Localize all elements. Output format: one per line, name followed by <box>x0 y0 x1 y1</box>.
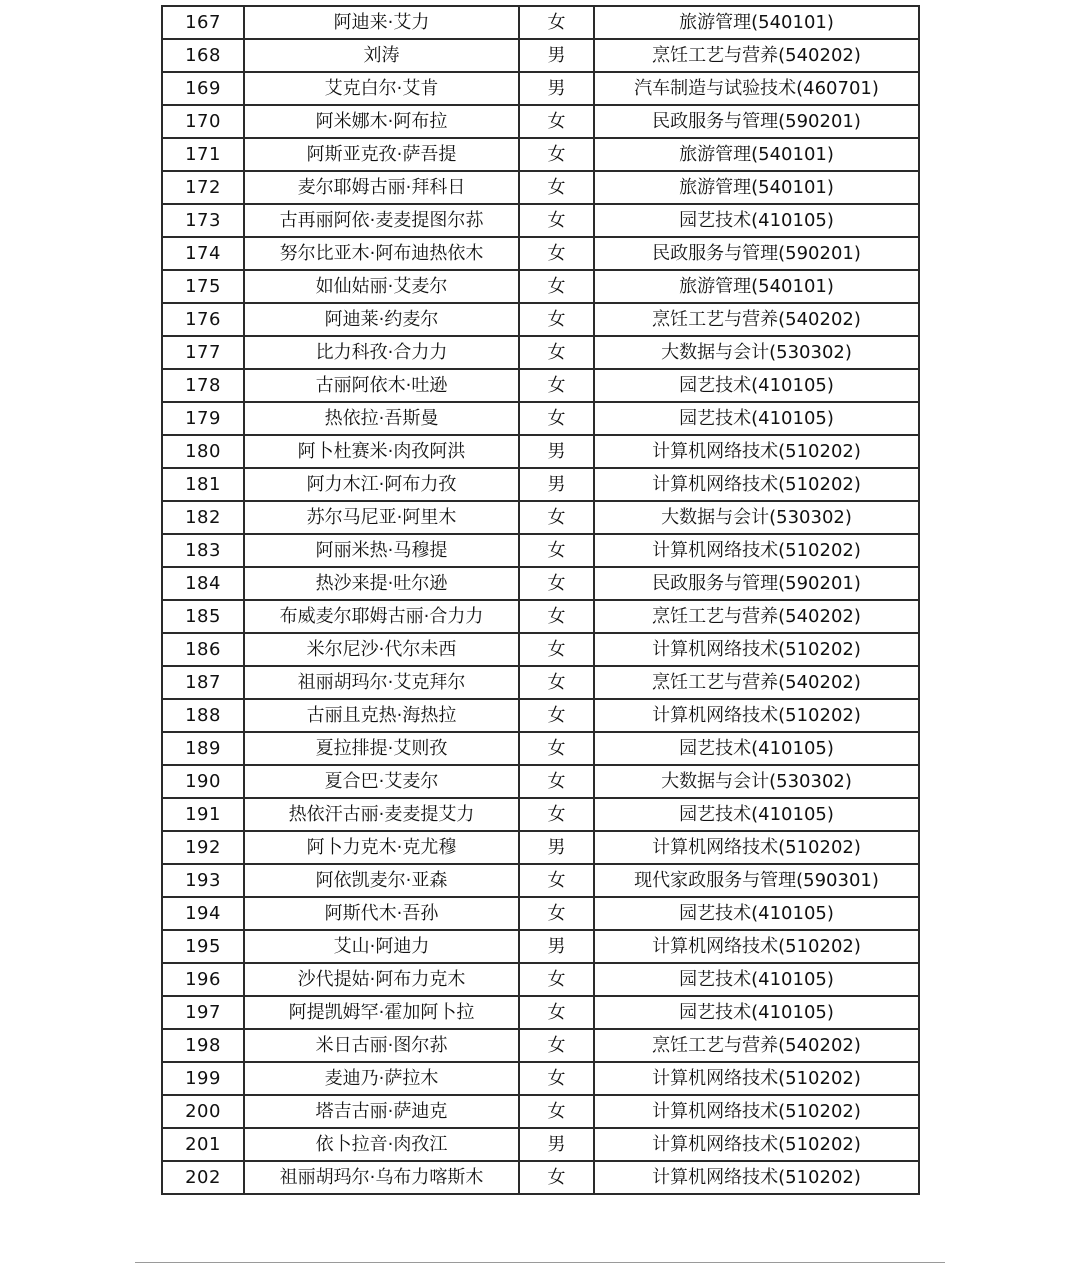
gender-cell: 男 <box>519 39 594 72</box>
gender-cell: 女 <box>519 369 594 402</box>
row-number-cell: 187 <box>162 666 244 699</box>
gender-cell: 男 <box>519 831 594 864</box>
gender-cell: 女 <box>519 171 594 204</box>
major-cell: 大数据与会计(530302) <box>594 336 919 369</box>
gender-cell: 女 <box>519 501 594 534</box>
student-name-cell: 古丽且克热·海热拉 <box>244 699 519 732</box>
row-number-cell: 181 <box>162 468 244 501</box>
table-row <box>162 963 919 996</box>
row-number-cell: 169 <box>162 72 244 105</box>
row-number-cell: 185 <box>162 600 244 633</box>
student-name-cell: 热依汗古丽·麦麦提艾力 <box>244 798 519 831</box>
row-number-cell: 180 <box>162 435 244 468</box>
student-name-cell: 米尔尼沙·代尔未西 <box>244 633 519 666</box>
table-row <box>162 138 919 171</box>
major-cell: 园艺技术(410105) <box>594 402 919 435</box>
page-edge-line <box>135 1262 945 1263</box>
student-name-cell: 努尔比亚木·阿布迪热依木 <box>244 237 519 270</box>
table-row <box>162 369 919 402</box>
table-row <box>162 534 919 567</box>
gender-cell: 女 <box>519 732 594 765</box>
row-number-cell: 168 <box>162 39 244 72</box>
student-name-cell: 米日古丽·图尔荪 <box>244 1029 519 1062</box>
major-cell: 园艺技术(410105) <box>594 897 919 930</box>
table-row <box>162 600 919 633</box>
major-cell: 民政服务与管理(590201) <box>594 567 919 600</box>
major-cell: 旅游管理(540101) <box>594 171 919 204</box>
row-number-cell: 182 <box>162 501 244 534</box>
student-name-cell: 夏拉排提·艾则孜 <box>244 732 519 765</box>
table-row <box>162 1095 919 1128</box>
major-cell: 园艺技术(410105) <box>594 798 919 831</box>
major-cell: 汽车制造与试验技术(460701) <box>594 72 919 105</box>
gender-cell: 女 <box>519 699 594 732</box>
row-number-cell: 173 <box>162 204 244 237</box>
major-cell: 计算机网络技术(510202) <box>594 1128 919 1161</box>
student-name-cell: 热沙来提·吐尔逊 <box>244 567 519 600</box>
gender-cell: 男 <box>519 435 594 468</box>
gender-cell: 女 <box>519 567 594 600</box>
student-name-cell: 阿丽米热·马穆提 <box>244 534 519 567</box>
student-name-cell: 麦迪乃·萨拉木 <box>244 1062 519 1095</box>
row-number-cell: 194 <box>162 897 244 930</box>
student-name-cell: 依卜拉音·肉孜江 <box>244 1128 519 1161</box>
major-cell: 旅游管理(540101) <box>594 138 919 171</box>
major-cell: 园艺技术(410105) <box>594 369 919 402</box>
row-number-cell: 177 <box>162 336 244 369</box>
row-number-cell: 195 <box>162 930 244 963</box>
gender-cell: 男 <box>519 930 594 963</box>
student-name-cell: 阿依凯麦尔·亚森 <box>244 864 519 897</box>
major-cell: 园艺技术(410105) <box>594 963 919 996</box>
gender-cell: 女 <box>519 534 594 567</box>
table-row <box>162 732 919 765</box>
student-roster-table <box>161 5 920 1195</box>
table-row <box>162 105 919 138</box>
row-number-cell: 172 <box>162 171 244 204</box>
major-cell: 现代家政服务与管理(590301) <box>594 864 919 897</box>
student-name-cell: 艾山·阿迪力 <box>244 930 519 963</box>
gender-cell: 女 <box>519 204 594 237</box>
gender-cell: 女 <box>519 237 594 270</box>
major-cell: 大数据与会计(530302) <box>594 501 919 534</box>
table-row <box>162 303 919 336</box>
student-name-cell: 阿斯代木·吾孙 <box>244 897 519 930</box>
row-number-cell: 188 <box>162 699 244 732</box>
major-cell: 计算机网络技术(510202) <box>594 633 919 666</box>
gender-cell: 女 <box>519 1029 594 1062</box>
student-name-cell: 苏尔马尼亚·阿里木 <box>244 501 519 534</box>
major-cell: 烹饪工艺与营养(540202) <box>594 666 919 699</box>
gender-cell: 女 <box>519 303 594 336</box>
table-row <box>162 468 919 501</box>
table-row <box>162 765 919 798</box>
row-number-cell: 201 <box>162 1128 244 1161</box>
gender-cell: 女 <box>519 336 594 369</box>
student-name-cell: 阿迪莱·约麦尔 <box>244 303 519 336</box>
row-number-cell: 190 <box>162 765 244 798</box>
row-number-cell: 178 <box>162 369 244 402</box>
row-number-cell: 171 <box>162 138 244 171</box>
major-cell: 计算机网络技术(510202) <box>594 930 919 963</box>
student-name-cell: 阿提凯姆罕·霍加阿卜拉 <box>244 996 519 1029</box>
row-number-cell: 199 <box>162 1062 244 1095</box>
row-number-cell: 197 <box>162 996 244 1029</box>
major-cell: 园艺技术(410105) <box>594 204 919 237</box>
major-cell: 计算机网络技术(510202) <box>594 534 919 567</box>
gender-cell: 男 <box>519 72 594 105</box>
gender-cell: 男 <box>519 1128 594 1161</box>
table-row <box>162 72 919 105</box>
table-row <box>162 39 919 72</box>
gender-cell: 女 <box>519 1095 594 1128</box>
gender-cell: 女 <box>519 1161 594 1194</box>
row-number-cell: 191 <box>162 798 244 831</box>
row-number-cell: 193 <box>162 864 244 897</box>
table-row <box>162 270 919 303</box>
major-cell: 计算机网络技术(510202) <box>594 435 919 468</box>
major-cell: 民政服务与管理(590201) <box>594 105 919 138</box>
student-name-cell: 阿迪来·艾力 <box>244 6 519 39</box>
gender-cell: 女 <box>519 633 594 666</box>
student-name-cell: 阿米娜木·阿布拉 <box>244 105 519 138</box>
student-name-cell: 古再丽阿依·麦麦提图尔荪 <box>244 204 519 237</box>
gender-cell: 女 <box>519 765 594 798</box>
table-row <box>162 1161 919 1194</box>
major-cell: 计算机网络技术(510202) <box>594 468 919 501</box>
gender-cell: 女 <box>519 1062 594 1095</box>
table-row <box>162 864 919 897</box>
table-row <box>162 699 919 732</box>
major-cell: 烹饪工艺与营养(540202) <box>594 39 919 72</box>
table-row <box>162 1029 919 1062</box>
row-number-cell: 186 <box>162 633 244 666</box>
row-number-cell: 176 <box>162 303 244 336</box>
table-row <box>162 171 919 204</box>
table-row <box>162 435 919 468</box>
row-number-cell: 202 <box>162 1161 244 1194</box>
student-name-cell: 祖丽胡玛尔·乌布力喀斯木 <box>244 1161 519 1194</box>
table-row <box>162 501 919 534</box>
gender-cell: 女 <box>519 270 594 303</box>
row-number-cell: 200 <box>162 1095 244 1128</box>
table-row <box>162 402 919 435</box>
table-row <box>162 1062 919 1095</box>
table-row <box>162 996 919 1029</box>
row-number-cell: 170 <box>162 105 244 138</box>
major-cell: 园艺技术(410105) <box>594 732 919 765</box>
table-row <box>162 666 919 699</box>
gender-cell: 女 <box>519 864 594 897</box>
student-name-cell: 古丽阿依木·吐逊 <box>244 369 519 402</box>
major-cell: 烹饪工艺与营养(540202) <box>594 600 919 633</box>
table-row <box>162 930 919 963</box>
row-number-cell: 196 <box>162 963 244 996</box>
table-row <box>162 897 919 930</box>
table-row <box>162 204 919 237</box>
roster-body <box>162 6 919 1194</box>
student-name-cell: 阿卜力克木·克尤穆 <box>244 831 519 864</box>
gender-cell: 女 <box>519 798 594 831</box>
gender-cell: 女 <box>519 600 594 633</box>
row-number-cell: 189 <box>162 732 244 765</box>
major-cell: 计算机网络技术(510202) <box>594 831 919 864</box>
major-cell: 计算机网络技术(510202) <box>594 1161 919 1194</box>
major-cell: 计算机网络技术(510202) <box>594 1062 919 1095</box>
gender-cell: 男 <box>519 468 594 501</box>
student-name-cell: 阿斯亚克孜·萨吾提 <box>244 138 519 171</box>
student-name-cell: 布威麦尔耶姆古丽·合力力 <box>244 600 519 633</box>
gender-cell: 女 <box>519 6 594 39</box>
table-row <box>162 336 919 369</box>
table-row <box>162 1128 919 1161</box>
major-cell: 旅游管理(540101) <box>594 6 919 39</box>
table-row <box>162 633 919 666</box>
student-name-cell: 祖丽胡玛尔·艾克拜尔 <box>244 666 519 699</box>
gender-cell: 女 <box>519 138 594 171</box>
gender-cell: 女 <box>519 402 594 435</box>
major-cell: 旅游管理(540101) <box>594 270 919 303</box>
gender-cell: 女 <box>519 996 594 1029</box>
table-row <box>162 831 919 864</box>
major-cell: 园艺技术(410105) <box>594 996 919 1029</box>
student-name-cell: 阿卜杜赛米·肉孜阿洪 <box>244 435 519 468</box>
row-number-cell: 183 <box>162 534 244 567</box>
major-cell: 大数据与会计(530302) <box>594 765 919 798</box>
student-name-cell: 如仙姑丽·艾麦尔 <box>244 270 519 303</box>
gender-cell: 女 <box>519 963 594 996</box>
student-name-cell: 沙代提姑·阿布力克木 <box>244 963 519 996</box>
row-number-cell: 174 <box>162 237 244 270</box>
student-name-cell: 刘涛 <box>244 39 519 72</box>
gender-cell: 女 <box>519 105 594 138</box>
major-cell: 烹饪工艺与营养(540202) <box>594 303 919 336</box>
gender-cell: 女 <box>519 897 594 930</box>
student-name-cell: 塔吉古丽·萨迪克 <box>244 1095 519 1128</box>
table-row <box>162 237 919 270</box>
table-row <box>162 567 919 600</box>
student-name-cell: 比力科孜·合力力 <box>244 336 519 369</box>
table-row <box>162 798 919 831</box>
student-name-cell: 阿力木江·阿布力孜 <box>244 468 519 501</box>
row-number-cell: 192 <box>162 831 244 864</box>
major-cell: 计算机网络技术(510202) <box>594 1095 919 1128</box>
row-number-cell: 175 <box>162 270 244 303</box>
student-name-cell: 夏合巴·艾麦尔 <box>244 765 519 798</box>
gender-cell: 女 <box>519 666 594 699</box>
student-name-cell: 热依拉·吾斯曼 <box>244 402 519 435</box>
row-number-cell: 184 <box>162 567 244 600</box>
major-cell: 民政服务与管理(590201) <box>594 237 919 270</box>
row-number-cell: 179 <box>162 402 244 435</box>
row-number-cell: 198 <box>162 1029 244 1062</box>
major-cell: 计算机网络技术(510202) <box>594 699 919 732</box>
major-cell: 烹饪工艺与营养(540202) <box>594 1029 919 1062</box>
row-number-cell: 167 <box>162 6 244 39</box>
student-name-cell: 艾克白尔·艾肯 <box>244 72 519 105</box>
table-row <box>162 6 919 39</box>
student-name-cell: 麦尔耶姆古丽·拜科日 <box>244 171 519 204</box>
